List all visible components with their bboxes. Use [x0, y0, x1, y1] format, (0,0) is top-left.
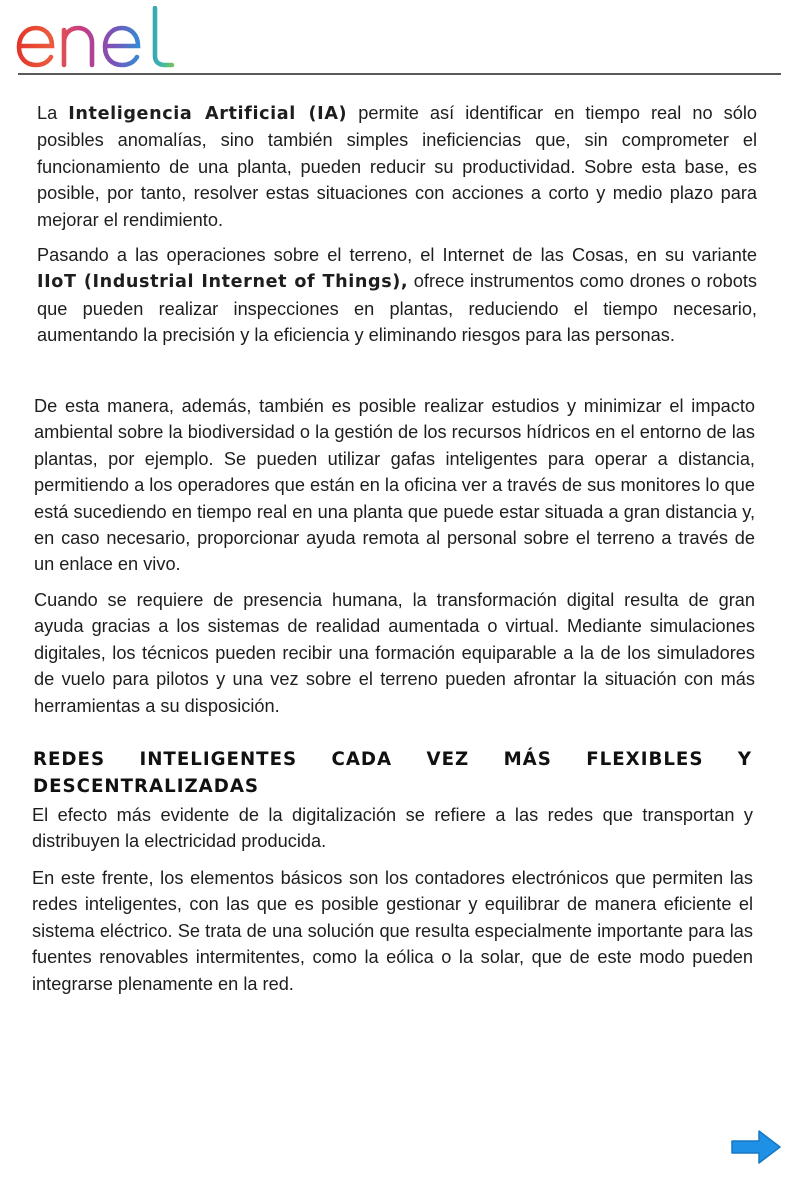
paragraph-iiot [37, 242, 757, 349]
keyword-iiot: IIoT (Industrial Internet of Things), [37, 272, 409, 293]
keyword-ai: Inteligencia Artificial (IA) [68, 104, 348, 124]
next-page-button[interactable] [729, 1128, 783, 1166]
page-header [0, 0, 800, 76]
paragraph-lead: La [37, 103, 69, 123]
arrow-right-icon [729, 1128, 783, 1166]
section-title-smart-grids: REDES INTELIGENTES CADA VEZ MÁS FLEXIBLES Y DESCENTRALIZADAS [33, 749, 752, 797]
paragraph-lead: Pasando a las operaciones sobre el terreno, el Internet de las Cosas, en su variante [37, 245, 757, 265]
enel-logo-mark [14, 6, 178, 68]
paragraph-rest: ofrece instrumentos como drones o robots que pueden realizar inspecciones en plantas, reduciendo el tiempo necesario, aumentando la precisión y la eficiencia y eliminando riesgos para las personas. [37, 271, 757, 346]
paragraph-digitalization: El efecto más evidente de la digitalización se refiere a las redes que transportan y distribuyen la electricidad producida. [32, 805, 753, 852]
paragraph-augmented-reality: Cuando se requiere de presencia humana, la transformación digital resulta de gran ayuda gracias a los sistemas de realidad aumentada o virtual. Mediante simulaciones digitales, los técnicos pueden recibir una formación equiparable a la de los simuladores de vuelo para pilotos y una vez sobre el terreno pueden afrontar la situación con más herramientas a su disposición. [34, 590, 755, 716]
paragraph-rest: permite así identificar en tiempo real no sólo posibles anomalías, sino también simples ineficiencias que, sin comprometer el funcionamiento de una planta, pueden reducir su productividad. Sobre esta base, es posible, por tanto, resolver estas situaciones con acciones a corto y medio plazo para mejorar el rendimiento. [37, 103, 758, 230]
paragraph-ai [37, 100, 757, 233]
paragraph-smart-meters: En este frente, los elementos básicos son los contadores electrónicos que permiten las redes inteligentes, con las que es posible gestionar y equilibrar de manera eficiente el sistema eléctrico. Se trata de una solución que resulta especialmente importante para las fuentes renovables intermitentes, como la eólica o la solar, que de este modo pueden integrarse plenamente en la red. [32, 868, 753, 994]
enel-logo [14, 6, 178, 73]
paragraph-environment: De esta manera, además, también es posible realizar estudios y minimizar el impacto ambiental sobre la biodiversidad o la gestión de los recursos hídricos en el entorno de las plantas, por ejemplo. Se pueden utilizar gafas inteligentes para operar a distancia, permitiendo a los operadores que están en la oficina ver a través de sus monitores lo que está sucediendo en tiempo real en una planta que puede estar situada a gran distancia y, en caso necesario, proporcionar ayuda remota al personal sobre el terreno a través de un enlace en vivo. [34, 396, 755, 575]
header-divider [18, 73, 781, 75]
